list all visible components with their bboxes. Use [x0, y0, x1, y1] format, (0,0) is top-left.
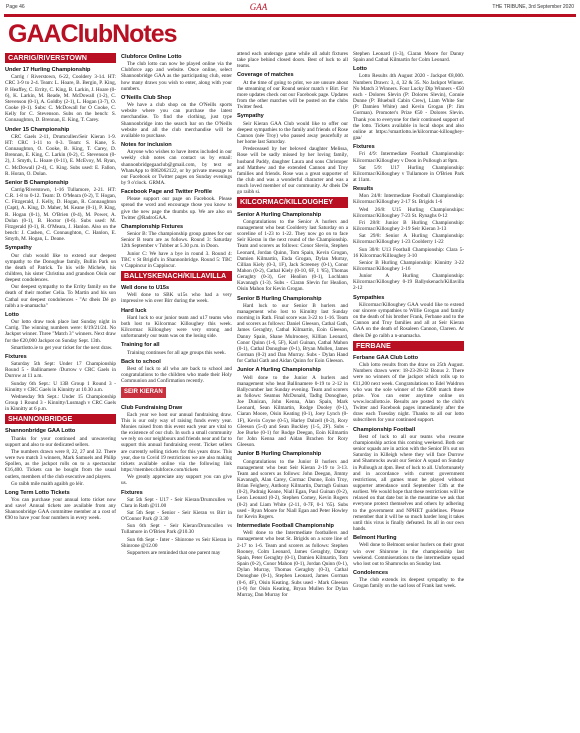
article-heading: Sympathy: [237, 113, 264, 120]
article-heading: Fixtures: [5, 353, 27, 360]
article-paragraph: Fri 4/9: Intermediate Football Championship: Kilcormac/Killoughey v Doon in Pullough at 8pm.: [353, 151, 464, 164]
article-heading: Senior B Hurling Championship: [237, 295, 322, 302]
article-paragraph: Carrig/Riverstown, 1-16 Tullamore, 2-21. HT: C.R. 1-8 to 0-12. Team: D. O'Meara (0-2), T. Hogan, C. Fitzgerald, J. Kelly, D. Hogan, R. Connaughton (Capt), A. King, D. Maher, M. Keane (0-1), P. King, R. Hogan (0-1), M. O'Brien (0-4), M. Power, A. Dolan (0-1), B. Hoctor (0-6). Subs used: M. Fitzgerald (0-1), R. O'Meara, J. Hanlon. Also on the bench: J. Cashen, C. Connaughton, C. Hanlon, E. Smyth, M. Hogan, L. Deane.: [5, 186, 116, 243]
article-paragraph: Predeceased by her beloved daughter Melissa, Rose will be sadly missed by her loving family, husband Paddy, daughter Laura and sons Christoper and Matthew and the extended Cannon and Troy families and friends. Rose was a great supporter of the club and was a wonderful character and was a much loved member of our community. Ar dheis Dé go raibh si.: [237, 146, 348, 196]
article-paragraph: Congratulations to the Junior B hurlers and management who beat Seir Kieran 2-19 to 3-13. Team and scorers as follows: John Deegan, Jimmy Kavanagh, Alan Carey, Cormac Dunne, Eoin Troy, Brian Feighery, Anthony Kilmartin, Darragh Guinan (0-2), Padraig Keane, Niall Egan, Paul Guinan (0-2), Leon Leonard (0-2), Stephen Comey, Kevin Rogers (0-2) and Liam White (2-11, 0-7F, 0-1 '65). Subs used - Ryan Moore for Niall Egan and Peter Howley for Kevin Rogers.: [237, 458, 348, 520]
article-paragraph: Our lotto draw took place last Sunday night in Carrig. The winning numbers were: 8/19/21/24. No Jackpot winner. Three "Match 3" winners. Next draw for the €20,000 Jackpot on Sunday Sept. 13th.: [5, 319, 116, 344]
article-paragraph: At the time of going to print, we are unsure about the streaming of our Round senior match v Birr. For more updates check out our Facebook page. Updates from the other matches will be posted on the clubs Twitter feed.: [237, 79, 348, 111]
article-paragraph: Hard luck to our Senior B hurlers and management who lost to Kinnitty last Sunday morning in Rath. Final score was 3-22 to 1-16. Team and scorers as follows: Daniel Gleeson, Cathal Gath, James Geraghty, Cathal Kilmartin, Eoin Gleeson, Danny Spain, Shane Mulrooney, Killian Leonard, Conor Quinn (1-6, 5F), Karl Guinan, Cathal Mahon (0-1), Cathal Donoghue (0-1), Bryan Mullen, James Gorman (0-2) and Dan Murray. Subs - Dylan Hand for Cathal Gath and Aidan Quinn for Eoin Gleeson.: [237, 302, 348, 365]
article-heading: Intermediate Football Championship: [237, 523, 334, 530]
article-paragraph: Our deepest sympathy to the Errity family on the death of their mother Celia. To Martin and his son Cathal our deepest condolences - "Ar dheis Dé go raibh a n-anamacha": [5, 284, 116, 309]
club-section-band: SHANNONBRIDGE: [5, 414, 116, 424]
section-label: GAA: [249, 2, 268, 12]
article-paragraph: attend each underage game while all adult fixtures take place behind closed doors. Best of luck to all teams.: [237, 51, 348, 70]
article-heading: Clubforce Online Lotto: [121, 54, 182, 60]
article-paragraph: Sun 30/8: U13 Football Championship: Clara 5-16 Kilcormac/Killoughey 3-10: [353, 246, 464, 259]
article-heading: Facebook Page and Twitter Profile: [121, 189, 212, 196]
article-paragraph: Sat 5/9: U17 Hurling Championship: Kilcormac/Killoughey v Tullamore in O'Brien Park at 11am.: [353, 164, 464, 183]
article-paragraph: Wednesday 9th Sept.: Under 15 Championship Group 1 Round 3 - Kinnitty/Lusmagh v CRC Gaels in Kinnitty at 6 p.m.: [5, 393, 116, 413]
article-paragraph: Supporters are reminded that one parent may: [127, 549, 221, 556]
article-heading: Championship Football: [353, 426, 416, 433]
article-paragraph: Club lotto results from the draw on 25th August. Numbers drawn were: 18-23-28-32 Bonus 2. There were no winners of the jackpot which rolls up to €11,200 next week. Congratulations to Edel Waldron who was the sole winner of the €200 match three prize. You can enter anytime online on www.locallotto.ie. Results are posted to the club's Twitter and Facebook pages immediately after the draw each Tuesday night. Thanks to all our lotto subscribers for your continued support.: [353, 362, 464, 424]
article-paragraph: You can purchase your annual lotto ticket now and save! Annual tickets are available from any Shannonbridge GAA committee member at a cost of €90 to have your four numbers in every week.: [5, 497, 116, 522]
article-heading: Training for all: [121, 342, 160, 349]
article-heading: Fixtures: [121, 489, 143, 496]
column-2: [121, 51, 232, 599]
article-paragraph: Go raibh mile maith agaibh go léir.: [11, 480, 84, 487]
article-paragraph: Wed 26/8: U15 Hurling Championships: Kilcormac/Killoughey 7-23 St. Rynaghs 0-12: [353, 206, 464, 219]
article-paragraph: We greatly appreciate any support you can give us.: [121, 474, 232, 487]
article-paragraph: Kilcormac/Killoughey GAA would like to extend our sincere sympathies to Willie Grogan and family on the death of his brother Frank, Ferbane and to the Cannon and Troy families and all at Seir Kieran GAA on the death of Rosaleen Cannon, Clareen. Ar dheis Dé go raibh a n-anamacha.: [353, 301, 464, 339]
article-paragraph: Senior B Hurling Championship: Kinnitty 3-22 Kilcormac/Killoughey 1-16: [353, 259, 464, 272]
article-paragraph: Sun 6th Sept - Inter - Shinrone vs Seir Kieran in Shinrone @12.00: [121, 536, 232, 549]
article-paragraph: Sun 6th Sept - Seir Kieran/Drumcullen vs Tullamore in O'Brien Park @10.30: [121, 523, 232, 536]
club-section-band: FERBANE: [353, 341, 464, 351]
article-paragraph: The club lotto can now be played online via the Clubforce app and website. Once online, select Shannonbridge GAA as the participating club, enter how many draws you wish to enter, along with your numbers.: [121, 61, 232, 92]
article-paragraph: The club extends its deepest sympathy to the Grogan family on the sad loss of Frank last week.: [353, 577, 464, 590]
article-paragraph: Seir Kieran GAA Club would like to offer our deepest sympathies to the family and friends of Rose Cannon (née Troy) who passed away peacefully at her home last Saturday.: [237, 120, 348, 146]
article-heading: O'Neills Club Shop: [121, 94, 172, 101]
article-heading: Junior A Hurling Championship: [237, 367, 321, 374]
article-paragraph: Junior A Hurling Championship: Kilcormac/Killoughey 0-19 Ballyskenach/Killavilla 2-12: [353, 273, 464, 292]
article-paragraph: The numbers drawn were 8, 22, 27 and 32. There were two match 3 winners, Mark Samuels and Philip Spollen, as the jackpot rolls on to a spectacular €16,400. Tickets can be bought from the usual outlets, members of the club executive and players.: [5, 448, 116, 480]
article-heading: Lotto: [5, 311, 19, 318]
article-heading: Championship Fixtures: [121, 223, 184, 230]
article-paragraph: Lotto Results 4th August 2020 - Jackpot €8,000. Numbers Drawn: 3, 4, 32 & 35. No Jackpot Winner. No Match 3 Winners. Four Lucky Dip Winners - €50 each - Dolores Slevin (P: Dolores Slevin), Connie Dunne (P: Bluebull Cabin Crew), Liam White Snr (P: Damien White) and Kevin Grogan (P: Jim Gorman). Promoter's Prize €50 - Dolores Slevin. Thank you to everyone for their continued support of the lotto. Tickets available in local shops and also online at https://smartlotto.ie/kilcormac-killoughey-gaa/: [353, 73, 464, 142]
column-3: [237, 51, 348, 599]
article-heading: Coverage of matches: [237, 72, 294, 79]
column-1: [5, 51, 116, 599]
article-paragraph: Smartlotto.ie to get your ticket for the next draw.: [11, 344, 113, 351]
page-title: GAAClubNotes: [8, 20, 177, 48]
page-number: Page 46: [6, 4, 25, 10]
article-heading: Under 15 Championship: [5, 126, 70, 133]
article-paragraph: Best of luck to all our teams who resume championship action this coming weekend. Both our senior squads are in action with the Senior B's out on Saturday in Killeigh where they will face Durrow and Shamrocks await our Senior A squad on Sunday in Pullough at 4pm. Best of luck to all. Unfortunately and in accordance with current government restrictions, all games must be played without supporter attendance until September 13th at the earliest. We would hope that these restrictions will be relaxed on that date but in the meantime we ask that everyone protect themselves and others by adhering to the government and NPHET guidelines. Please remember that it will be so much harder long it takes until this virus is finally defeated. Its all in our own hands.: [353, 433, 464, 533]
article-paragraph: Fri 28/8: Junior B Hurling Championship: Kilcormac/Killoughey 2-19 Seir Kieran 3-13: [353, 219, 464, 233]
article-paragraph: Well done to Belmont senior hurlers on their great win over Shinrone in the championship last weekend. Commiserations to the intermediate squad who lost out to Shamrocks on Sunday last.: [353, 542, 464, 567]
article-paragraph: Our club would like to extend our deepest sympathy to the Donoghue family, Bullin Park on the death of Patrick. To his wife Michele, his children, his sister Christina and grandson Oisín our deepest condolences.: [5, 252, 116, 284]
article-heading: Senior B Championship: [5, 179, 69, 186]
article-heading: Club Fundraising Draw: [121, 404, 183, 411]
article-heading: Lotto: [353, 66, 367, 73]
article-heading: Shannonbridge GAA Lotto: [5, 428, 76, 435]
article-heading: Condolences: [353, 570, 389, 577]
article-paragraph: CRC Gaels 2-11, Drumcullen/Seir Kieran 1-9. HT: CRC 1-11 to 0-3. Team: S. Kane, S. Connaughton, O. Cooke, B. King, T. Carey, D. Brennan, E. King, C. Larkin (0-2), C. Stevenson (0-2), J. Smyth, L. Hoare (0-11), E. McEvoy, M. Ryan, C. McDowall (2-4), C. King. Subs used: E. Fallon, R. Horan, O. Dolan.: [5, 133, 116, 177]
article-paragraph: Anyone who wishes to have items included in our weekly club notes can contact us by email: shannonbridgegaaclub@gmail.com, by text or WhatsApp to 0862062122, or by private message to our Facebook or Twitter pages on Sunday evenings by 9 o'clock. GRMA.: [121, 149, 232, 186]
article-paragraph: Well done to the Junior A hurlers and management who beat Ballinamere 0-19 to 2-12 in Ballycumber last Sunday evening. Team and scorers as follows: Seamus McDonald, Tadhg Donoghue, Joe Dunican, John Kenna, Alan Spain, Mark Leonard, Sean Kilmartin, Rodge Dooley (0-1), Ciaran Moore, Oisin Keating (0-1), Joey Lynch (0-1F), Kevin Coyne (0-5), Harley Dalzell (0-2), Rory Gleeson (5-4) and Sean Buckley (1-5, 2F). Subs - Joe Burke (0-1) for Rodge Deegan, Eoin Kilmartin for John Kenna and Aidan Brachen for Rory Gleeson.: [237, 374, 348, 449]
article-paragraph: Thanks for your continued and unwavering support and also to our dedicated sellers.: [5, 435, 116, 448]
article-paragraph: Well done to SBK u15s who had a very impressive win over Birr during the week.: [121, 292, 232, 305]
club-section-band: BALLYSKENACH/KILLAVILLA: [121, 271, 232, 281]
club-section-band: CARRIG/RIVERSTOWN: [5, 53, 116, 63]
article-paragraph: We have a club shop on the O'Neills sports website where you can purchase the latest merchandise. To find the clothing, just type Shannonbridge into the search bar on the O'Neills website and all the club merchandise will be available to purchase.: [121, 102, 232, 139]
article-heading: Results: [353, 186, 374, 193]
article-heading: Junior B Hurling Championship: [237, 451, 322, 458]
article-paragraph: Saturday 5th Sept: Under 17 Championship Round 5 - Ballinamere /Durrow v CRC Gaels in Durrow at 11 a.m.: [5, 361, 116, 380]
article-paragraph: Training continues for all age groups this week.: [127, 349, 226, 356]
paper-name: THE TRIBUNE, 3rd September 2020: [492, 4, 574, 10]
article-columns: [4, 51, 576, 599]
column-4: [353, 51, 464, 599]
article-paragraph: Junior C: We have a bye in round 3. Round 4: TBC v St Brigid's in Shannonbridge. Round 5: TBC v Cappincur in Cappincur.: [121, 250, 232, 269]
article-heading: Back to school: [121, 358, 161, 365]
article-paragraph: Sunday 6th Sept.: U 13B Group 1 Round 3 - Kinnitty v CRC Gaels in Kinnitty at 10.30 a.m.: [5, 380, 116, 393]
article-paragraph: Senior B: The championship group games for our Senior B team are as follows. Round 3: Saturday 12th September v Tubber at 5.30 p.m. in Doon.: [121, 231, 232, 250]
article-paragraph: Best of luck to all who are back to school and congratulations to the children who made their Holy Communion and Confirmation recently.: [121, 365, 232, 385]
club-section-band: SEIR KIERAN: [121, 387, 166, 397]
article-heading: Well done to U15s: [121, 285, 170, 292]
article-paragraph: Each year we host our annual fundraising draw. This is our only way of raising funds every year. Monies raised from this event each year are vital to the existence of our club. In such a small community we rely on our neighbours and friends near and far to support this annual fundraising event. Ticket sellers are currently selling tickets for this years draw. This year, due to Covid 19 restrictions we are also making tickets available online via the following link https://member.clubforce.com/tickets: [121, 411, 232, 474]
article-heading: Belmont Hurling: [353, 535, 397, 542]
article-heading: Senior A Hurling Championship: [237, 211, 322, 218]
club-section-band: KILCORMAC/KILLOUGHEY: [237, 197, 348, 207]
article-heading: Ferbane GAA Club Lotto: [353, 354, 419, 361]
article-paragraph: Stephen Leonard (1-3), Ciaran Moore for Danny Spain and Cathal Kilmartin for Colm Leonard.: [353, 51, 464, 64]
article-paragraph: Sat 29/8: Senior A Hurling Championship: Kilcormac/Killoughey 1-23 Coolderry 1-22: [353, 233, 464, 246]
article-paragraph: Mon 24/8: Intermediate Football Championship: Kilcormac/Killoughey 2-17 St. Brigids 1-6: [353, 193, 464, 206]
page-header: [4, 0, 576, 14]
article-heading: Under 17 Hurling Championship: [5, 67, 91, 74]
article-paragraph: Please support our page on Facebook. Please spread the word and encourage those you know to give the new page the thumbs up. We are also on Twitter @RadroGAA.: [121, 196, 232, 221]
article-paragraph: Well done to the Intermediate footballers and management who beat St. Brigids on a score line of 2-17 to 1-6. Team and scorers as follows: Stephen Rooney, Colm Leonard, James Geraghty, Danny Spain, Peter Geraghty (0-1), Damien Kilmartin, Tom Spain (0-2), Conor Mahon (0-1), Jordan Quinn (0-1), Dylan Murray, Thomas Geraghty (0-3), Cathal Donoghue (0-1), Stephen Leonard, James Gorman (0-6, 4F), Oisin Keating. Subs used - Mark Gleeson (1-0) for Oisin Keating, Bryan Mullen for Dylan Murray, Dan Murray for: [237, 530, 348, 598]
article-heading: Notes for inclusion: [121, 142, 172, 149]
article-heading: Hard luck: [121, 307, 147, 314]
article-heading: Sympathies: [353, 294, 385, 301]
article-paragraph: Carrig / Riverstown, 6-22, Cooldery 3-14. HT: CRC 3-9 to 2-4. Team: L. Hoare, B. Bergin, P. King, P. Heaffey, C. Errity, C. King, B. Larkin, J. Hoare (0-6), K. Larkin, M. Reade, M. McDowall (1-2), C. Stevenson (0-1), A. Goldby (2-1), L. Hogan (3-7), O. Cooke (0-1). Subs: C. McDowall for O Cooke, C. Kelly for C. Stevenson. Subs on the bench: S. Connaughton, D. Brennan, E. King, T. Carey.: [5, 74, 116, 124]
article-paragraph: Congratulations to the Senior A hurlers and management who beat Coolderry last Saturday on a scoreline of 1-23 to 1-22. They now go on to face Seir Kieran in the next round of the Championship. Team and scorers as follows: Conor Slevin, Stephen Leonard, Jordan Quinn, Tom Spain, Kevin Grogan, Damien Kilmartin, Enda Grogan, Dylan Murray, Cillian Kiely (0-3, 1F), Jack Screeney (0-1), Conor Mahon (0-2), Cathal Kiely (0-10, 6F, 1 '65), Thomas Geraghty (0-3), Ger Healion (0-1), Lochlann Kavanagh (1-3). Subs - Ciaran Slevin for Healion, Oisin Mahon for Kevin Grogan.: [237, 218, 348, 293]
article-paragraph: Sat 5th Sept - Senior - Seir Kieran vs Birr in O'Connor Park @ 3.30: [121, 510, 232, 523]
article-heading: Fixtures: [353, 144, 375, 151]
article-heading: Long Term Lotto Tickets: [5, 489, 70, 496]
article-paragraph: Sat 5th Sept - U17 - Seir Kieran/Drumcullen vs Clara in Rath @11.00: [121, 496, 232, 509]
article-heading: Sympathy: [5, 245, 32, 252]
article-paragraph: Hard luck to our junior team and u17 teams who both lost to Kilcormac Killoughey this week. Kilcormac Killoughey were very strong and unfortunately our team was on the losing side.: [121, 314, 232, 340]
